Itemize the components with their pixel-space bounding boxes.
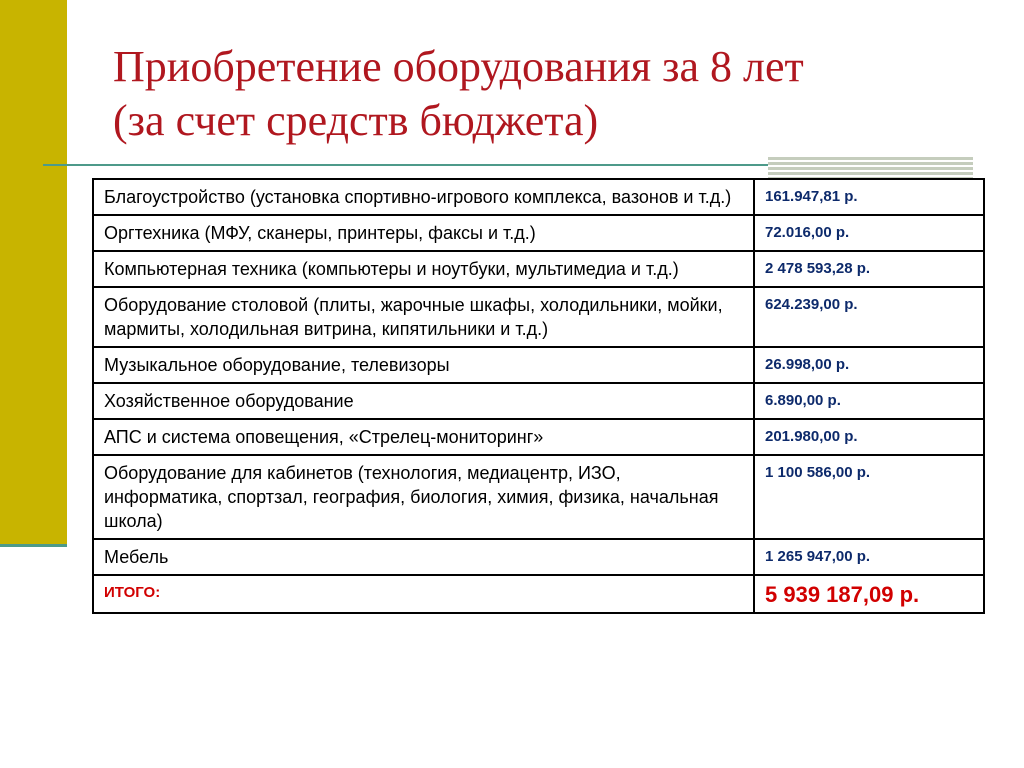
amount-cell: 1 100 586,00 р.	[754, 455, 984, 539]
slide-title-line-1: Приобретение оборудования за 8 лет	[113, 42, 804, 91]
table-row	[93, 251, 984, 287]
item-cell: АПС и система оповещения, «Стрелец-мониторинг»	[93, 419, 754, 455]
total-label: ИТОГО:	[93, 575, 754, 613]
accent-side-bar	[0, 0, 67, 545]
accent-side-bar-underline	[0, 544, 67, 547]
item-cell: Компьютерная техника (компьютеры и ноутбуки, мультимедиа и т.д.)	[93, 251, 754, 287]
table-row	[93, 215, 984, 251]
table-row	[93, 539, 984, 575]
item-cell: Оборудование для кабинетов (технология, медиацентр, ИЗО, информатика, спортзал, география, биология, химия, физика, начальная школа)	[93, 455, 754, 539]
amount-cell: 72.016,00 р.	[754, 215, 984, 251]
total-amount: 5 939 187,09 р.	[754, 575, 984, 613]
item-cell: Благоустройство (установка спортивно-игрового комплекса, вазонов и т.д.)	[93, 179, 754, 215]
item-cell: Музыкальное оборудование, телевизоры	[93, 347, 754, 383]
amount-cell: 26.998,00 р.	[754, 347, 984, 383]
amount-cell: 1 265 947,00 р.	[754, 539, 984, 575]
amount-cell: 624.239,00 р.	[754, 287, 984, 347]
item-cell: Мебель	[93, 539, 754, 575]
item-cell: Оргтехника (МФУ, сканеры, принтеры, факсы и т.д.)	[93, 215, 754, 251]
table-row	[93, 347, 984, 383]
item-cell: Оборудование столовой (плиты, жарочные шкафы, холодильники, мойки, мармиты, холодильная витрина, кипятильники и т.д.)	[93, 287, 754, 347]
table-row	[93, 287, 984, 347]
slide-title-line-2: (за счет средств бюджета)	[113, 96, 599, 145]
amount-cell: 6.890,00 р.	[754, 383, 984, 419]
equipment-table	[92, 178, 985, 614]
amount-cell: 2 478 593,28 р.	[754, 251, 984, 287]
table-row	[93, 383, 984, 419]
equipment-table-container	[92, 178, 982, 614]
amount-cell: 161.947,81 р.	[754, 179, 984, 215]
slide-title	[113, 40, 993, 148]
total-row	[93, 575, 984, 613]
decorative-striped-block	[768, 157, 973, 179]
table-row	[93, 179, 984, 215]
item-cell: Хозяйственное оборудование	[93, 383, 754, 419]
table-row	[93, 419, 984, 455]
table-row	[93, 455, 984, 539]
amount-cell: 201.980,00 р.	[754, 419, 984, 455]
